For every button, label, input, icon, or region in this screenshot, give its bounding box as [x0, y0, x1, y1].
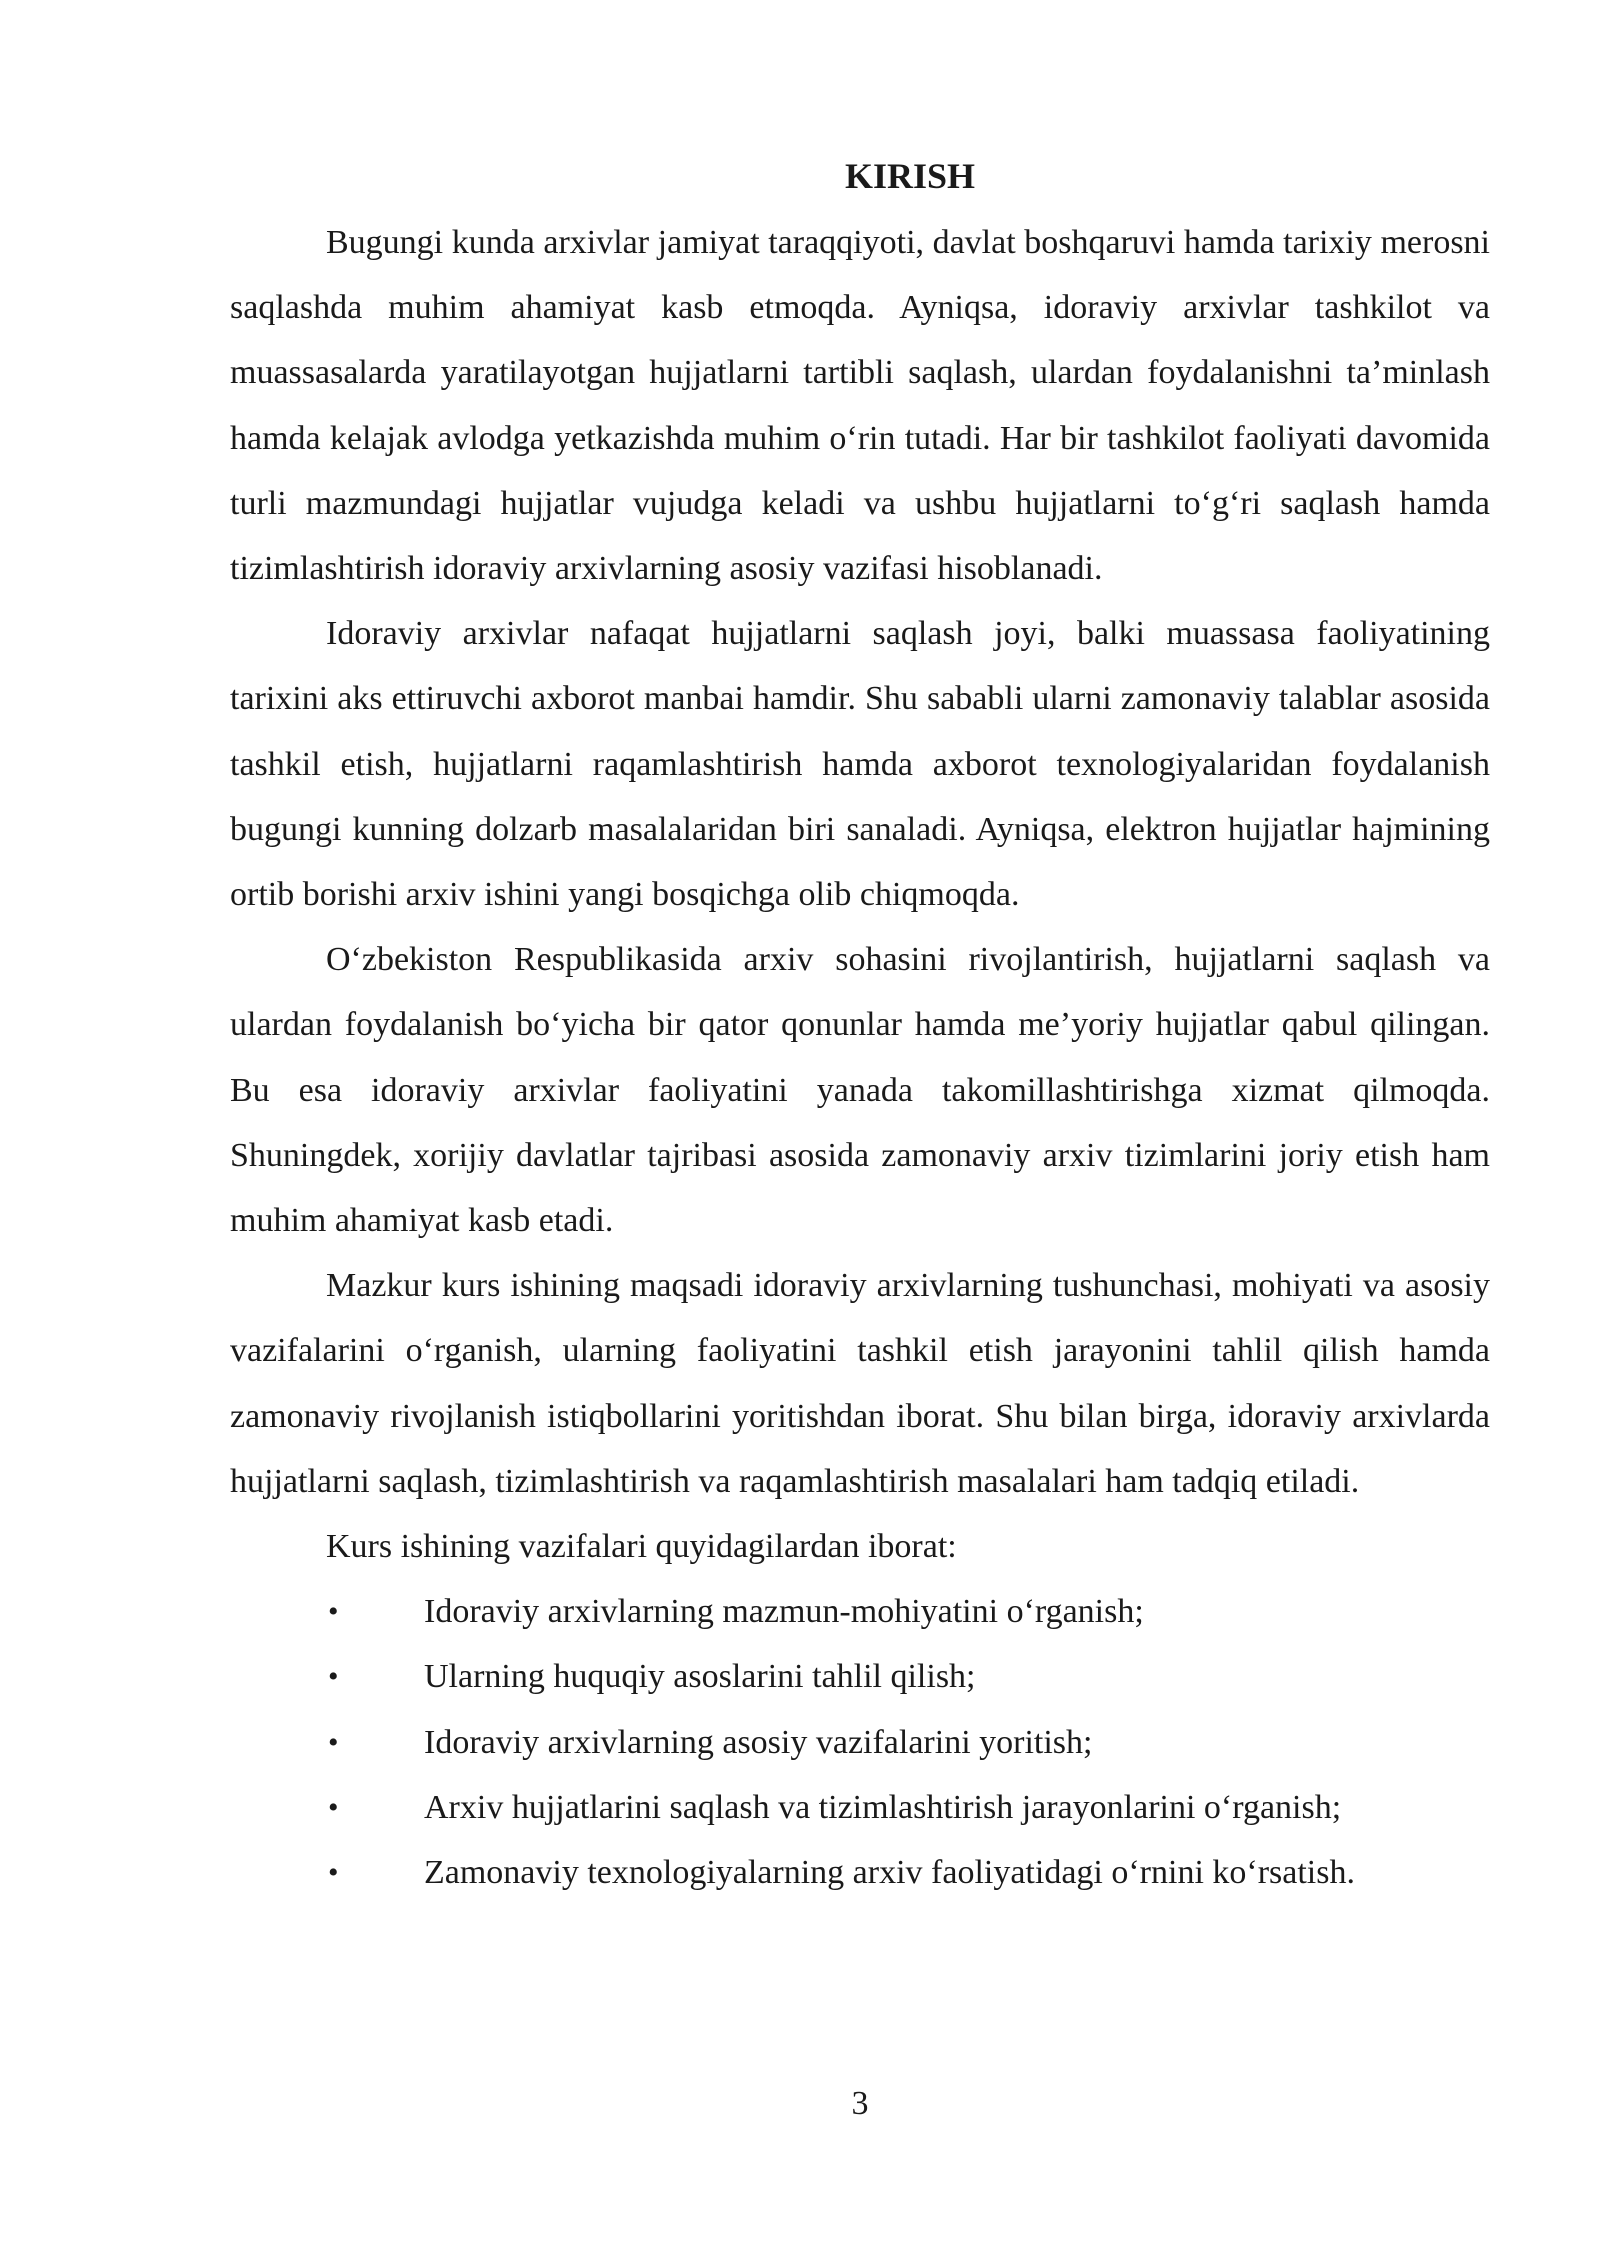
page-number: 3: [851, 2085, 869, 2122]
task-text: Idoraviy arxivlarning asosiy vazifalarini yoritish;: [424, 1723, 1093, 1761]
task-text: Zamonaviy texnologiyalarning arxiv faoliyatidagi o‘rnini ko‘rsatish.: [424, 1854, 1355, 1892]
list-item: [230, 1775, 1490, 1840]
bullet-icon: •: [328, 1660, 339, 1694]
list-item: [230, 1840, 1490, 1905]
task-text: Arxiv hujjatlarini saqlash va tizimlashtirish jarayonlarini o‘rganish;: [424, 1788, 1342, 1826]
tasks-list: [230, 1579, 1490, 1905]
bullet-icon: •: [328, 1725, 339, 1759]
paragraph-4: Mazkur kurs ishining maqsadi idoraviy arxivlarning tushunchasi, mohiyati va asosiy vazifalarini o‘rganish, ularning faoliyatini tashkil etish jarayonini tahlil qilish hamda zamonaviy rivojlanish istiqbollarini yoritishdan iborat. Shu bilan birga, idoraviy arxivlarda hujjatlarni saqlash, tizimlashtirish va raqamlashtirish masalalari ham tadqiq etiladi.: [230, 1267, 1490, 1500]
bullet-icon: •: [328, 1790, 339, 1824]
bullet-icon: •: [328, 1595, 339, 1629]
list-item: [230, 1710, 1490, 1775]
page-title: KIRISH: [844, 156, 976, 196]
list-item: [230, 1644, 1490, 1709]
task-text: Idoraviy arxivlarning mazmun-mohiyatini o‘rganish;: [424, 1593, 1144, 1631]
paragraph-1: Bugungi kunda arxivlar jamiyat taraqqiyoti, davlat boshqaruvi hamda tarixiy merosni saqlashda muhim ahamiyat kasb etmoqda. Ayniqsa, idoraviy arxivlar tashkilot va muassasalarda yaratilayotgan hujjatlarni tartibli saqlash, ulardan foydalanishni ta’minlash hamda kelajak avlodga yetkazishda muhim o‘rin tutadi. Har bir tashkilot faoliyati davomida turli mazmundagi hujjatlar vujudga keladi va ushbu hujjatlarni to‘g‘ri saqlash hamda tizimlashtirish idoraviy arxivlarning asosiy vazifasi hisoblanadi.: [230, 224, 1490, 588]
document-page: [230, 150, 1490, 1905]
task-text: Ularning huquqiy asoslarini tahlil qilish;: [424, 1658, 976, 1696]
paragraph-2: Idoraviy arxivlar nafaqat hujjatlarni saqlash joyi, balki muassasa faoliyatining tarixini aks ettiruvchi axborot manbai hamdir. Shu sababli ularni zamonaviy talablar asosida tashkil etish, hujjatlarni raqamlashtirish hamda axborot texnologiyalaridan foydalanish bugungi kunning dolzarb masalalaridan biri sanaladi. Ayniqsa, elektron hujjatlar hajmining ortib borishi arxiv ishini yangi bosqichga olib chiqmoqda.: [230, 615, 1490, 914]
tasks-lead: Kurs ishining vazifalari quyidagilardan iborat:: [326, 1528, 957, 1566]
bullet-icon: •: [328, 1856, 339, 1890]
list-item: [230, 1579, 1490, 1644]
paragraph-3: O‘zbekiston Respublikasida arxiv sohasini rivojlantirish, hujjatlarni saqlash va ulardan foydalanish bo‘yicha bir qator qonunlar hamda me’yoriy hujjatlar qabul qilingan. Bu esa idoraviy arxivlar faoliyatini yanada takomillashtirishga xizmat qilmoqda. Shuningdek, xorijiy davlatlar tajribasi asosida zamonaviy arxiv tizimlarini joriy etish ham muhim ahamiyat kasb etadi.: [230, 941, 1490, 1240]
